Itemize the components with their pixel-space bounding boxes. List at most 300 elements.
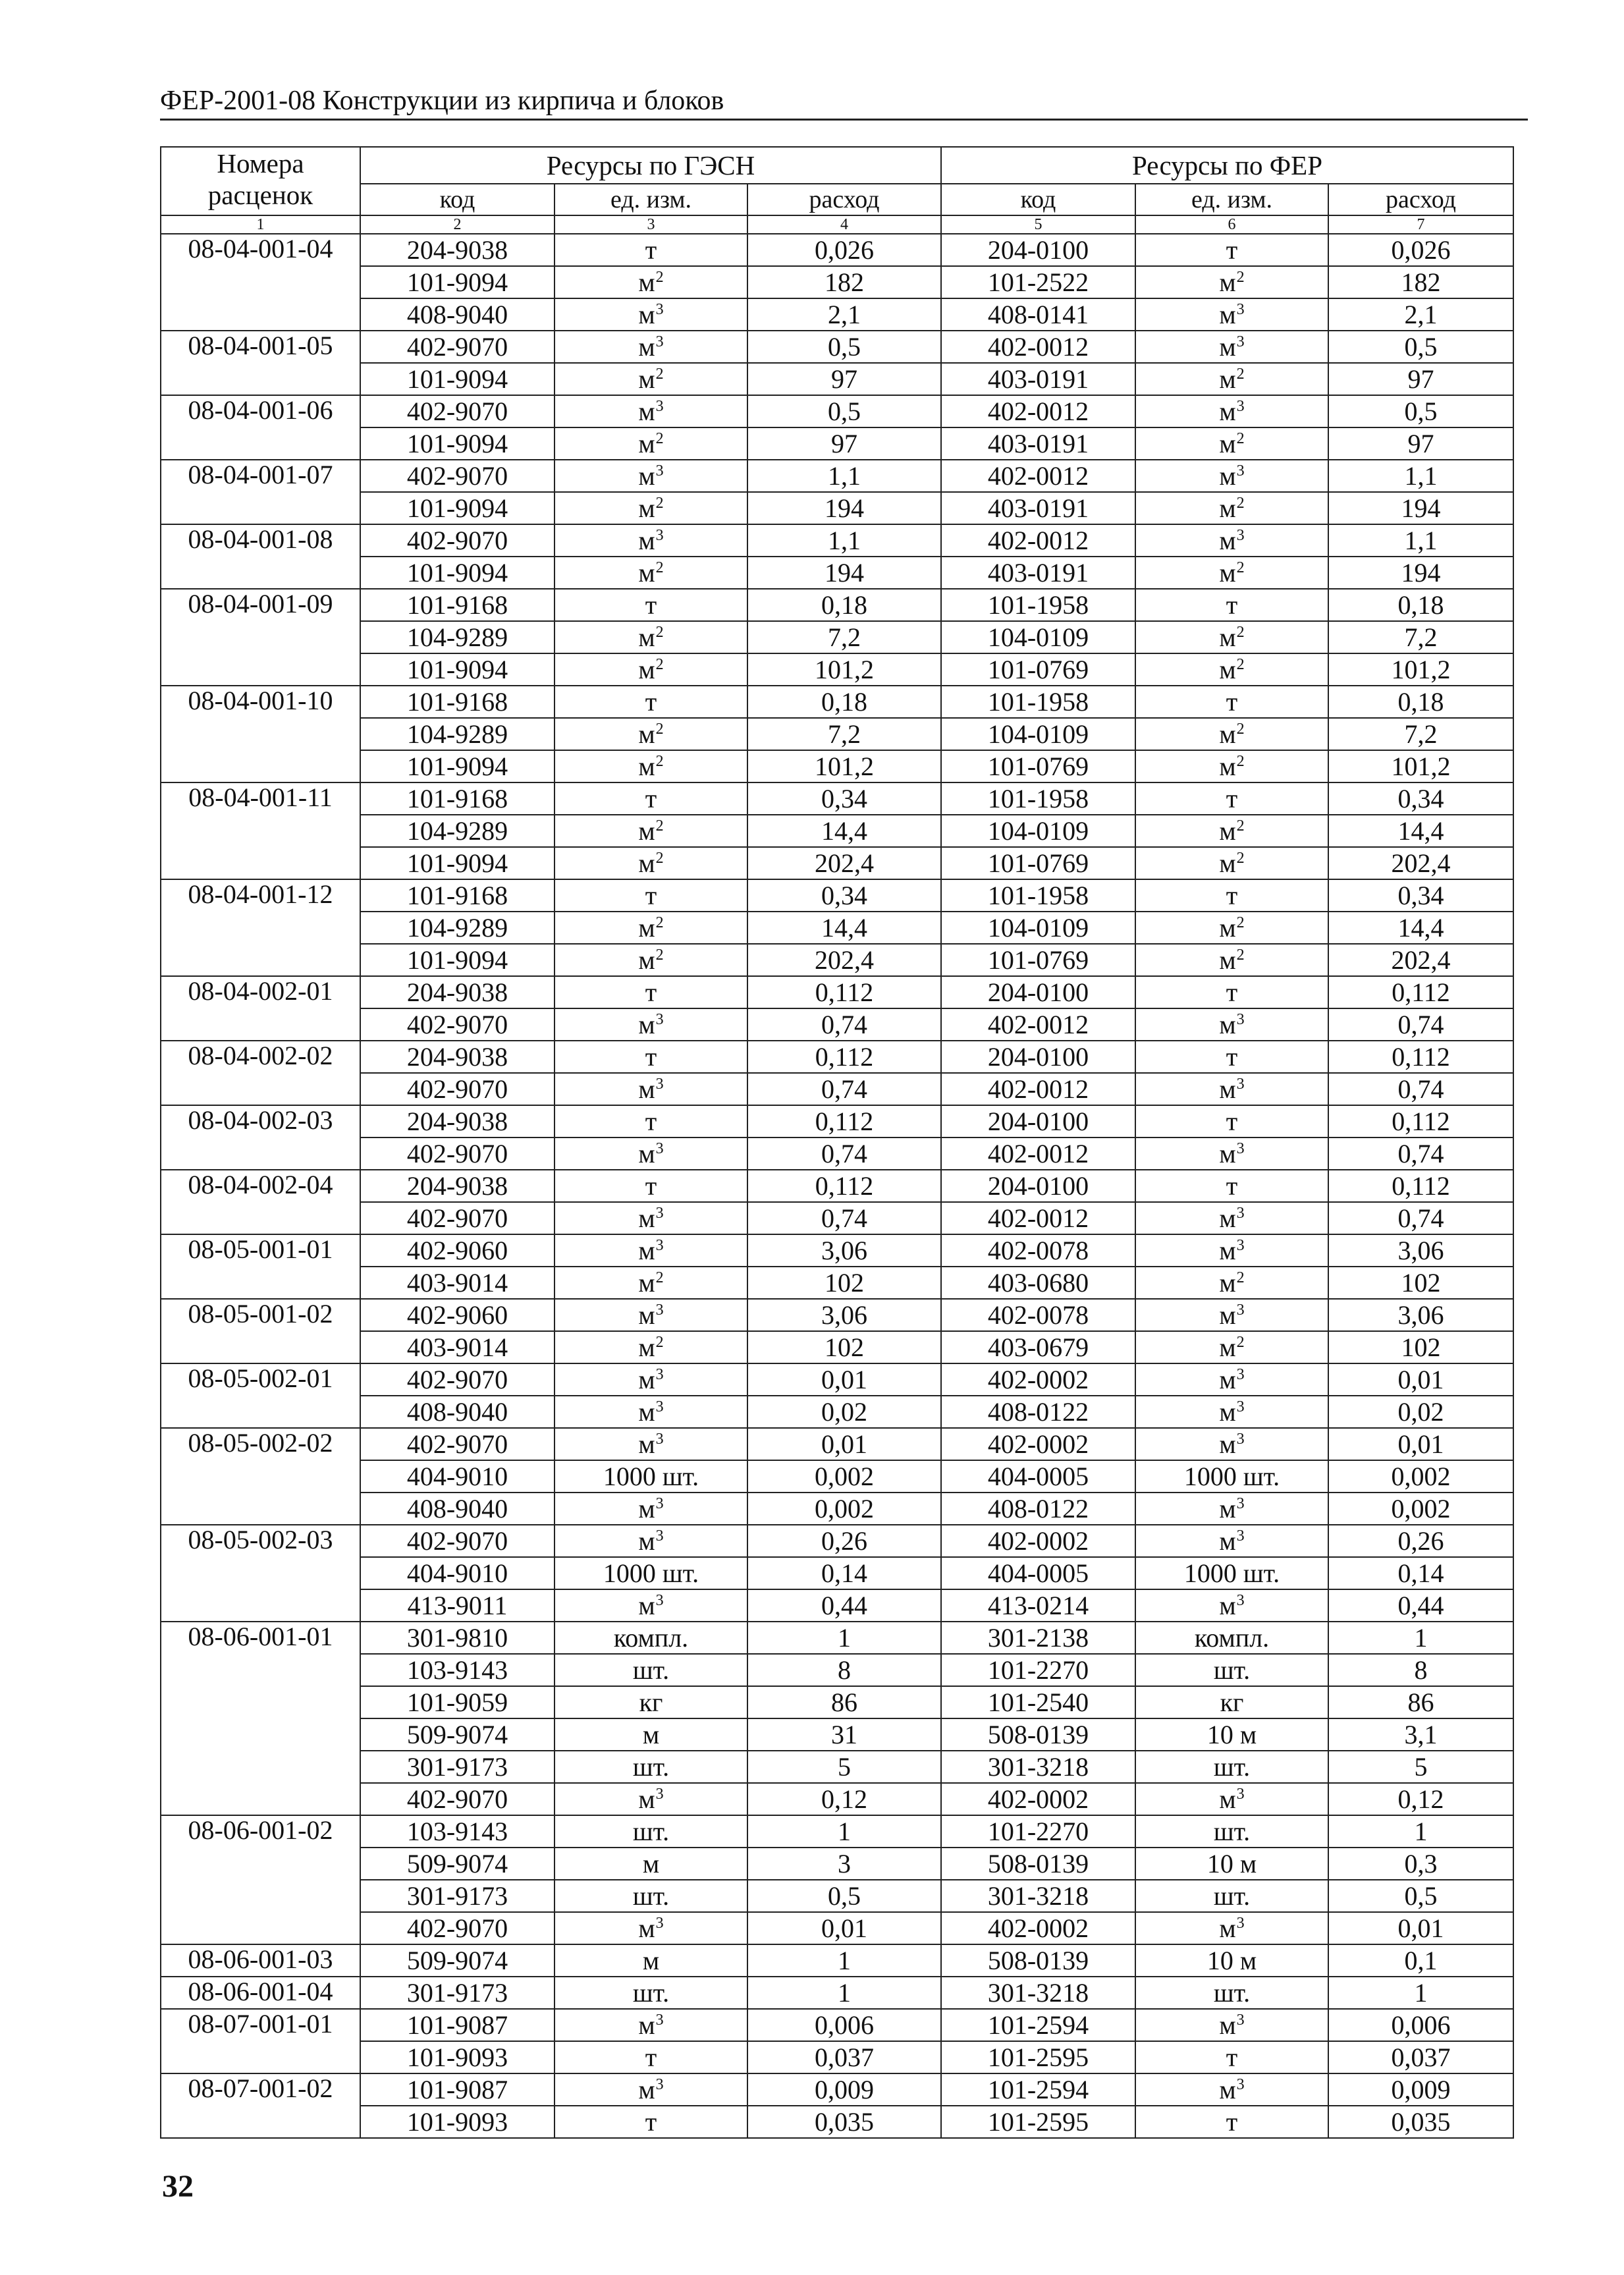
table-row <box>161 1944 1513 1977</box>
gesn-code-cell: 408-9040 <box>360 1396 555 1428</box>
unit-exponent: 3 <box>1236 1785 1245 1803</box>
gesn-qty-cell: 0,74 <box>747 1202 941 1234</box>
fer-code-cell: 204-0100 <box>941 1170 1135 1202</box>
rate-number-empty <box>161 815 360 847</box>
fer-code-cell: 104-0109 <box>941 815 1135 847</box>
gesn-code-cell: 408-9040 <box>360 1493 555 1525</box>
gesn-unit-cell: $м^2$ <box>555 944 747 976</box>
unit-exponent: 2 <box>1236 1333 1245 1351</box>
unit-exponent: 2 <box>1236 849 1245 867</box>
gesn-unit-header: ед. изм. <box>555 184 747 215</box>
gesn-unit-cell: т <box>555 589 747 621</box>
unit-exponent: 3 <box>1236 1075 1245 1093</box>
column-number: 1 <box>161 215 360 234</box>
fer-unit-cell: $м^3$ <box>1135 1299 1328 1331</box>
gesn-qty-cell: 0,01 <box>747 1912 941 1944</box>
rate-number-empty <box>161 1848 360 1880</box>
rate-number: 08-04-001-06 <box>161 395 360 427</box>
fer-unit-cell: шт. <box>1135 1977 1328 2009</box>
fer-qty-cell: 0,18 <box>1328 589 1513 621</box>
fer-qty-cell: 0,5 <box>1328 395 1513 427</box>
fer-unit-cell: кг <box>1135 1686 1328 1718</box>
fer-unit-cell: $м^2$ <box>1135 621 1328 653</box>
table-row <box>161 557 1513 589</box>
rate-number-empty <box>161 1686 360 1718</box>
fer-unit-cell: 1000 шт. <box>1135 1460 1328 1493</box>
fer-unit-cell: $м^3$ <box>1135 298 1328 331</box>
gesn-qty-cell: 1 <box>747 1815 941 1848</box>
fer-code-cell: 408-0141 <box>941 298 1135 331</box>
unit-exponent: 2 <box>1236 623 1245 641</box>
gesn-unit-cell: т <box>555 1170 747 1202</box>
table-row <box>161 363 1513 395</box>
fer-qty-cell: 0,74 <box>1328 1073 1513 1105</box>
gesn-code-cell: 101-9087 <box>360 2009 555 2041</box>
gesn-code-cell: 402-9070 <box>360 1363 555 1396</box>
fer-unit-cell: $м^3$ <box>1135 1008 1328 1041</box>
table-row <box>161 976 1513 1008</box>
gesn-code-cell: 402-9060 <box>360 1299 555 1331</box>
unit-exponent: 2 <box>1236 720 1245 738</box>
gesn-unit-cell: $м^3$ <box>555 1428 747 1460</box>
gesn-qty-cell: 0,14 <box>747 1557 941 1589</box>
fer-consumption-header: расход <box>1328 184 1513 215</box>
column-number: 5 <box>941 215 1135 234</box>
fer-code-cell: 413-0214 <box>941 1589 1135 1622</box>
table-row <box>161 298 1513 331</box>
fer-unit-cell: $м^3$ <box>1135 2073 1328 2106</box>
fer-unit-cell: т <box>1135 686 1328 718</box>
gesn-qty-cell: 102 <box>747 1331 941 1363</box>
gesn-qty-cell: 194 <box>747 557 941 589</box>
fer-qty-cell: 0,74 <box>1328 1202 1513 1234</box>
rate-number-empty <box>161 363 360 395</box>
fer-unit-cell: 10 м <box>1135 1944 1328 1977</box>
gesn-code-cell: 101-9093 <box>360 2041 555 2073</box>
rate-number-empty <box>161 1138 360 1170</box>
fer-unit-cell: $м^3$ <box>1135 2009 1328 2041</box>
fer-unit-cell: $м^2$ <box>1135 912 1328 944</box>
gesn-unit-cell: т <box>555 1041 747 1073</box>
fer-qty-cell: 0,34 <box>1328 782 1513 815</box>
fer-unit-cell: $м^3$ <box>1135 460 1328 492</box>
rate-number-empty <box>161 492 360 524</box>
column-number-row <box>161 215 1513 234</box>
fer-unit-cell: $м^2$ <box>1135 492 1328 524</box>
fer-unit-cell: $м^3$ <box>1135 1363 1328 1396</box>
rate-number-empty <box>161 1073 360 1105</box>
column-number: 7 <box>1328 215 1513 234</box>
gesn-resources-header: Ресурсы по ГЭСН <box>360 147 941 184</box>
gesn-code-cell: 101-9094 <box>360 427 555 460</box>
fer-resources-header: Ресурсы по ФЕР <box>941 147 1513 184</box>
fer-code-cell: 402-0012 <box>941 1138 1135 1170</box>
fer-code-cell: 402-0012 <box>941 1202 1135 1234</box>
fer-unit-cell: $м^2$ <box>1135 557 1328 589</box>
fer-unit-cell: т <box>1135 2041 1328 2073</box>
column-number: 4 <box>747 215 941 234</box>
rate-number: 08-07-001-01 <box>161 2009 360 2041</box>
fer-qty-cell: 0,002 <box>1328 1493 1513 1525</box>
gesn-qty-cell: 0,34 <box>747 879 941 912</box>
fer-unit-cell: $м^3$ <box>1135 331 1328 363</box>
fer-unit-cell: т <box>1135 2106 1328 2138</box>
gesn-unit-cell: $м^2$ <box>555 492 747 524</box>
gesn-unit-cell: $м^3$ <box>555 1234 747 1267</box>
unit-exponent: 3 <box>655 1139 664 1157</box>
gesn-qty-cell: 0,44 <box>747 1589 941 1622</box>
table-row <box>161 1751 1513 1783</box>
fer-unit-cell: т <box>1135 879 1328 912</box>
unit-exponent: 2 <box>1236 946 1245 964</box>
gesn-unit-cell: шт. <box>555 1977 747 2009</box>
gesn-code-cell: 101-9094 <box>360 653 555 686</box>
fer-code-cell: 403-0679 <box>941 1331 1135 1363</box>
fer-qty-cell: 0,01 <box>1328 1912 1513 1944</box>
gesn-unit-cell: м <box>555 1848 747 1880</box>
rate-number-empty <box>161 1912 360 1944</box>
fer-code-cell: 402-0002 <box>941 1525 1135 1557</box>
gesn-unit-cell: $м^2$ <box>555 266 747 298</box>
unit-exponent: 3 <box>655 2075 664 2093</box>
table-row <box>161 1654 1513 1686</box>
rate-number-empty <box>161 912 360 944</box>
rate-number: 08-04-001-09 <box>161 589 360 621</box>
unit-exponent: 3 <box>1236 1010 1245 1028</box>
fer-qty-cell: 3,06 <box>1328 1234 1513 1267</box>
gesn-unit-cell: $м^2$ <box>555 847 747 879</box>
gesn-qty-cell: 97 <box>747 427 941 460</box>
rate-number-empty <box>161 1589 360 1622</box>
unit-exponent: 2 <box>655 720 664 738</box>
fer-unit-cell: т <box>1135 1105 1328 1138</box>
gesn-unit-cell: т <box>555 879 747 912</box>
table-row <box>161 1783 1513 1815</box>
gesn-qty-cell: 3 <box>747 1848 941 1880</box>
gesn-unit-cell: $м^2$ <box>555 1331 747 1363</box>
unit-exponent: 3 <box>655 2011 664 2029</box>
fer-code-cell: 508-0139 <box>941 1848 1135 1880</box>
fer-code-cell: 101-2522 <box>941 266 1135 298</box>
gesn-unit-cell: $м^2$ <box>555 912 747 944</box>
gesn-code-cell: 101-9087 <box>360 2073 555 2106</box>
gesn-qty-cell: 3,06 <box>747 1234 941 1267</box>
gesn-code-cell: 403-9014 <box>360 1267 555 1299</box>
gesn-qty-cell: 194 <box>747 492 941 524</box>
table-row <box>161 1041 1513 1073</box>
rate-number-empty <box>161 557 360 589</box>
gesn-unit-cell: $м^2$ <box>555 1267 747 1299</box>
table-row <box>161 750 1513 782</box>
gesn-code-cell: 104-9289 <box>360 815 555 847</box>
gesn-unit-cell: $м^3$ <box>555 524 747 557</box>
unit-exponent: 3 <box>1236 300 1245 318</box>
gesn-unit-cell: $м^2$ <box>555 427 747 460</box>
gesn-qty-cell: 0,112 <box>747 1170 941 1202</box>
gesn-code-cell: 101-9094 <box>360 750 555 782</box>
fer-unit-cell: $м^3$ <box>1135 524 1328 557</box>
unit-exponent: 3 <box>1236 1139 1245 1157</box>
fer-qty-cell: 0,3 <box>1328 1848 1513 1880</box>
fer-code-cell: 508-0139 <box>941 1718 1135 1751</box>
gesn-code-cell: 103-9143 <box>360 1815 555 1848</box>
unit-exponent: 2 <box>1236 494 1245 512</box>
gesn-unit-cell: $м^2$ <box>555 557 747 589</box>
unit-exponent: 3 <box>1236 1591 1245 1609</box>
fer-code-cell: 301-3218 <box>941 1751 1135 1783</box>
gesn-code-cell: 104-9289 <box>360 912 555 944</box>
fer-code-cell: 301-3218 <box>941 1977 1135 2009</box>
gesn-unit-cell: т <box>555 976 747 1008</box>
unit-exponent: 2 <box>655 365 664 383</box>
rate-number: 08-06-001-01 <box>161 1622 360 1654</box>
gesn-code-cell: 104-9289 <box>360 621 555 653</box>
gesn-code-cell: 104-9289 <box>360 718 555 750</box>
fer-qty-cell: 194 <box>1328 492 1513 524</box>
table-row <box>161 1977 1513 2009</box>
unit-exponent: 2 <box>655 1269 664 1286</box>
rate-number-empty <box>161 653 360 686</box>
unit-exponent: 2 <box>655 429 664 447</box>
fer-qty-cell: 7,2 <box>1328 718 1513 750</box>
fer-qty-cell: 0,009 <box>1328 2073 1513 2106</box>
unit-exponent: 3 <box>655 1204 664 1222</box>
gesn-code-cell: 402-9070 <box>360 460 555 492</box>
rate-number-empty <box>161 750 360 782</box>
unit-exponent: 3 <box>1236 397 1245 415</box>
gesn-qty-cell: 202,4 <box>747 944 941 976</box>
gesn-qty-cell: 14,4 <box>747 815 941 847</box>
fer-code-cell: 402-0078 <box>941 1299 1135 1331</box>
gesn-unit-cell: $м^3$ <box>555 1202 747 1234</box>
fer-code-cell: 402-0012 <box>941 395 1135 427</box>
fer-code-cell: 403-0191 <box>941 492 1135 524</box>
unit-exponent: 3 <box>655 1010 664 1028</box>
table-row <box>161 1267 1513 1299</box>
fer-unit-cell: компл. <box>1135 1622 1328 1654</box>
table-row <box>161 1105 1513 1138</box>
gesn-code-cell: 402-9070 <box>360 395 555 427</box>
fer-code-cell: 402-0002 <box>941 1363 1135 1396</box>
table-row <box>161 395 1513 427</box>
gesn-qty-cell: 0,009 <box>747 2073 941 2106</box>
rate-numbers-header: Номера расценок <box>161 147 360 215</box>
unit-exponent: 3 <box>1236 2011 1245 2029</box>
table-row <box>161 1880 1513 1912</box>
fer-qty-cell: 0,1 <box>1328 1944 1513 1977</box>
table-row <box>161 234 1513 266</box>
gesn-qty-cell: 0,34 <box>747 782 941 815</box>
fer-unit-cell: т <box>1135 589 1328 621</box>
rate-number: 08-04-001-10 <box>161 686 360 718</box>
rate-number: 08-04-001-12 <box>161 879 360 912</box>
gesn-qty-cell: 202,4 <box>747 847 941 879</box>
table-row <box>161 2041 1513 2073</box>
gesn-qty-cell: 182 <box>747 266 941 298</box>
gesn-unit-cell: $м^2$ <box>555 363 747 395</box>
gesn-code-cell: 404-9010 <box>360 1460 555 1493</box>
fer-unit-cell: шт. <box>1135 1880 1328 1912</box>
fer-code-cell: 408-0122 <box>941 1396 1135 1428</box>
rate-number-empty <box>161 1557 360 1589</box>
unit-exponent: 3 <box>655 333 664 350</box>
gesn-code-cell: 101-9094 <box>360 557 555 589</box>
gesn-qty-cell: 0,006 <box>747 2009 941 2041</box>
fer-qty-cell: 0,01 <box>1328 1363 1513 1396</box>
gesn-code-cell: 103-9143 <box>360 1654 555 1686</box>
fer-code-cell: 402-0012 <box>941 331 1135 363</box>
rate-number-empty <box>161 1751 360 1783</box>
fer-unit-cell: $м^3$ <box>1135 1912 1328 1944</box>
fer-qty-cell: 0,006 <box>1328 2009 1513 2041</box>
table-row <box>161 460 1513 492</box>
gesn-unit-cell: $м^2$ <box>555 718 747 750</box>
unit-exponent: 3 <box>1236 1236 1245 1254</box>
rate-number: 08-04-001-05 <box>161 331 360 363</box>
fer-code-cell: 404-0005 <box>941 1460 1135 1493</box>
rate-number-empty <box>161 1396 360 1428</box>
gesn-unit-cell: $м^3$ <box>555 1589 747 1622</box>
fer-qty-cell: 0,002 <box>1328 1460 1513 1493</box>
table-row <box>161 1848 1513 1880</box>
column-number: 6 <box>1135 215 1328 234</box>
gesn-unit-cell: $м^3$ <box>555 395 747 427</box>
gesn-unit-cell: т <box>555 2106 747 2138</box>
gesn-code-cell: 101-9168 <box>360 686 555 718</box>
fer-qty-cell: 202,4 <box>1328 944 1513 976</box>
fer-qty-cell: 0,112 <box>1328 1041 1513 1073</box>
gesn-qty-cell: 0,5 <box>747 1880 941 1912</box>
rate-number-empty <box>161 1880 360 1912</box>
fer-qty-cell: 0,12 <box>1328 1783 1513 1815</box>
fer-code-cell: 101-0769 <box>941 944 1135 976</box>
document-header: ФЕР-2001-08 Конструкции из кирпича и блоков <box>160 84 1528 121</box>
table-row <box>161 621 1513 653</box>
fer-qty-cell: 0,035 <box>1328 2106 1513 2138</box>
rate-number-empty <box>161 1783 360 1815</box>
fer-code-cell: 101-2595 <box>941 2041 1135 2073</box>
gesn-qty-cell: 0,112 <box>747 976 941 1008</box>
gesn-code-cell: 204-9038 <box>360 976 555 1008</box>
gesn-unit-cell: $м^2$ <box>555 815 747 847</box>
fer-qty-cell: 0,112 <box>1328 1170 1513 1202</box>
gesn-unit-cell: $м^3$ <box>555 298 747 331</box>
gesn-unit-cell: $м^3$ <box>555 331 747 363</box>
table-row <box>161 2073 1513 2106</box>
fer-unit-cell: 10 м <box>1135 1718 1328 1751</box>
unit-exponent: 2 <box>655 494 664 512</box>
unit-exponent: 3 <box>1236 462 1245 480</box>
fer-code-cell: 408-0122 <box>941 1493 1135 1525</box>
unit-exponent: 2 <box>655 914 664 931</box>
gesn-qty-cell: 0,01 <box>747 1428 941 1460</box>
gesn-unit-cell: 1000 шт. <box>555 1460 747 1493</box>
rate-number-empty <box>161 1460 360 1493</box>
table-row <box>161 1912 1513 1944</box>
gesn-code-cell: 101-9168 <box>360 589 555 621</box>
fer-qty-cell: 0,037 <box>1328 2041 1513 2073</box>
rate-number: 08-07-001-02 <box>161 2073 360 2106</box>
gesn-unit-cell: т <box>555 782 747 815</box>
table-row <box>161 492 1513 524</box>
gesn-code-cell: 204-9038 <box>360 1170 555 1202</box>
fer-qty-cell: 102 <box>1328 1267 1513 1299</box>
unit-exponent: 2 <box>1236 752 1245 770</box>
table-row <box>161 1557 1513 1589</box>
gesn-code-cell: 509-9074 <box>360 1848 555 1880</box>
gesn-qty-cell: 0,112 <box>747 1105 941 1138</box>
unit-exponent: 2 <box>655 559 664 576</box>
gesn-code-cell: 204-9038 <box>360 234 555 266</box>
fer-code-cell: 101-1958 <box>941 782 1135 815</box>
rate-number: 08-06-001-03 <box>161 1944 360 1977</box>
table-row <box>161 815 1513 847</box>
gesn-unit-cell: м <box>555 1718 747 1751</box>
rate-number: 08-06-001-04 <box>161 1977 360 2009</box>
fer-qty-cell: 1,1 <box>1328 460 1513 492</box>
rate-number-empty <box>161 621 360 653</box>
unit-exponent: 3 <box>1236 1914 1245 1932</box>
fer-qty-cell: 0,26 <box>1328 1525 1513 1557</box>
gesn-code-cell: 402-9070 <box>360 1073 555 1105</box>
fer-code-cell: 101-2594 <box>941 2009 1135 2041</box>
fer-code-cell: 101-1958 <box>941 879 1135 912</box>
fer-qty-cell: 194 <box>1328 557 1513 589</box>
gesn-qty-cell: 1,1 <box>747 460 941 492</box>
fer-code-cell: 101-0769 <box>941 847 1135 879</box>
fer-unit-cell: $м^3$ <box>1135 1428 1328 1460</box>
gesn-unit-cell: компл. <box>555 1622 747 1654</box>
unit-exponent: 3 <box>655 1430 664 1448</box>
rate-number: 08-06-001-02 <box>161 1815 360 1848</box>
gesn-consumption-header: расход <box>747 184 941 215</box>
fer-unit-cell: $м^2$ <box>1135 1267 1328 1299</box>
fer-code-cell: 101-1958 <box>941 686 1135 718</box>
gesn-qty-cell: 0,5 <box>747 331 941 363</box>
fer-qty-cell: 14,4 <box>1328 912 1513 944</box>
gesn-unit-cell: $м^2$ <box>555 621 747 653</box>
gesn-code-cell: 204-9038 <box>360 1041 555 1073</box>
gesn-qty-cell: 86 <box>747 1686 941 1718</box>
rate-number: 08-05-001-02 <box>161 1299 360 1331</box>
table-row <box>161 686 1513 718</box>
fer-code-cell: 403-0680 <box>941 1267 1135 1299</box>
fer-code-cell: 404-0005 <box>941 1557 1135 1589</box>
fer-unit-cell: $м^2$ <box>1135 847 1328 879</box>
fer-qty-cell: 0,01 <box>1328 1428 1513 1460</box>
fer-code-cell: 204-0100 <box>941 1105 1135 1138</box>
gesn-qty-cell: 0,01 <box>747 1363 941 1396</box>
gesn-qty-cell: 0,5 <box>747 395 941 427</box>
unit-exponent: 3 <box>1236 1204 1245 1222</box>
table-row <box>161 1525 1513 1557</box>
fer-unit-cell: $м^2$ <box>1135 427 1328 460</box>
table-row <box>161 782 1513 815</box>
gesn-qty-cell: 0,037 <box>747 2041 941 2073</box>
gesn-qty-cell: 101,2 <box>747 750 941 782</box>
fer-qty-cell: 102 <box>1328 1331 1513 1363</box>
gesn-unit-cell: шт. <box>555 1654 747 1686</box>
unit-exponent: 3 <box>1236 2075 1245 2093</box>
gesn-qty-cell: 0,112 <box>747 1041 941 1073</box>
fer-qty-cell: 0,112 <box>1328 1105 1513 1138</box>
rate-number: 08-04-001-11 <box>161 782 360 815</box>
table-row <box>161 1008 1513 1041</box>
fer-qty-cell: 0,5 <box>1328 331 1513 363</box>
gesn-unit-cell: шт. <box>555 1815 747 1848</box>
rate-number-empty <box>161 1267 360 1299</box>
unit-exponent: 2 <box>655 655 664 673</box>
